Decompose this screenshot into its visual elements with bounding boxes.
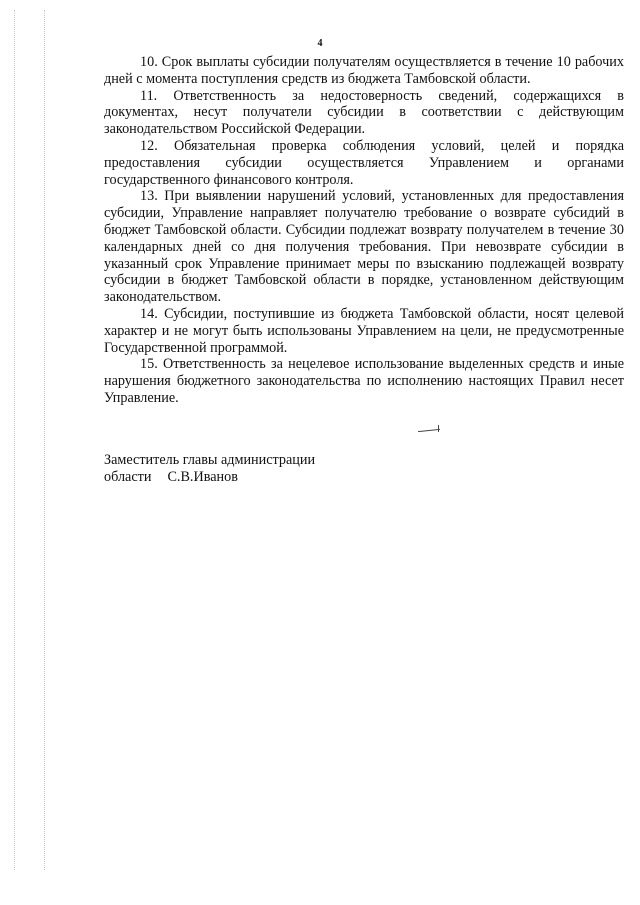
paragraph-15: 15. Ответственность за нецелевое использование выделенных средств и иные нарушения бюджетного законодательства по исполнению настоящих Правил несет Управление.: [104, 356, 624, 406]
paragraph-12: 12. Обязательная проверка соблюдения условий, целей и порядка предоставления субсидии осуществляется Управлением и органами государственного финансового контроля.: [104, 137, 624, 188]
page-number: 4: [317, 38, 323, 49]
paragraph-14: 14. Субсидии, поступившие из бюджета Тамбовской области, носят целевой характер и не могут быть использованы Управлением на цели, не предусмотренные Государственной программой.: [104, 305, 624, 356]
signatory-position-region: области: [104, 468, 152, 485]
scan-margin-dots-left: [14, 10, 16, 870]
paragraph-10: 10. Срок выплаты субсидии получателям осуществляется в течение 10 рабочих дней с момента поступления средств из бюджета Тамбовской области.: [104, 54, 624, 87]
scan-pen-mark-tick: [438, 425, 439, 432]
signatory-position: Заместитель главы администрации: [104, 452, 316, 468]
signatory-line: [104, 469, 315, 486]
paragraph-11: 11. Ответственность за недостоверность сведений, содержащихся в документах, несут получатели субсидии в соответствии с действующим законодательством Российской Федерации.: [104, 87, 624, 138]
signatory-name: С.В.Иванов: [167, 468, 238, 485]
document-body: [104, 54, 624, 407]
signature-block: [104, 452, 315, 486]
scan-pen-mark: [418, 429, 440, 432]
paragraph-13: 13. При выявлении нарушений условий, установленных для предоставления субсидии, Управление направляет получателю требование о возврате субсидий в бюджет Тамбовской области. Субсидии подлежат возврату получателем в течение 30 календарных дней со дня получения требования. При невозврате субсидии в указанный срок Управление принимает меры по взысканию подлежащей возврату субсидии в бюджет Тамбовской области в порядке, установленном действующим законодательством.: [104, 188, 624, 306]
scan-margin-dots-left-inner: [44, 10, 46, 870]
